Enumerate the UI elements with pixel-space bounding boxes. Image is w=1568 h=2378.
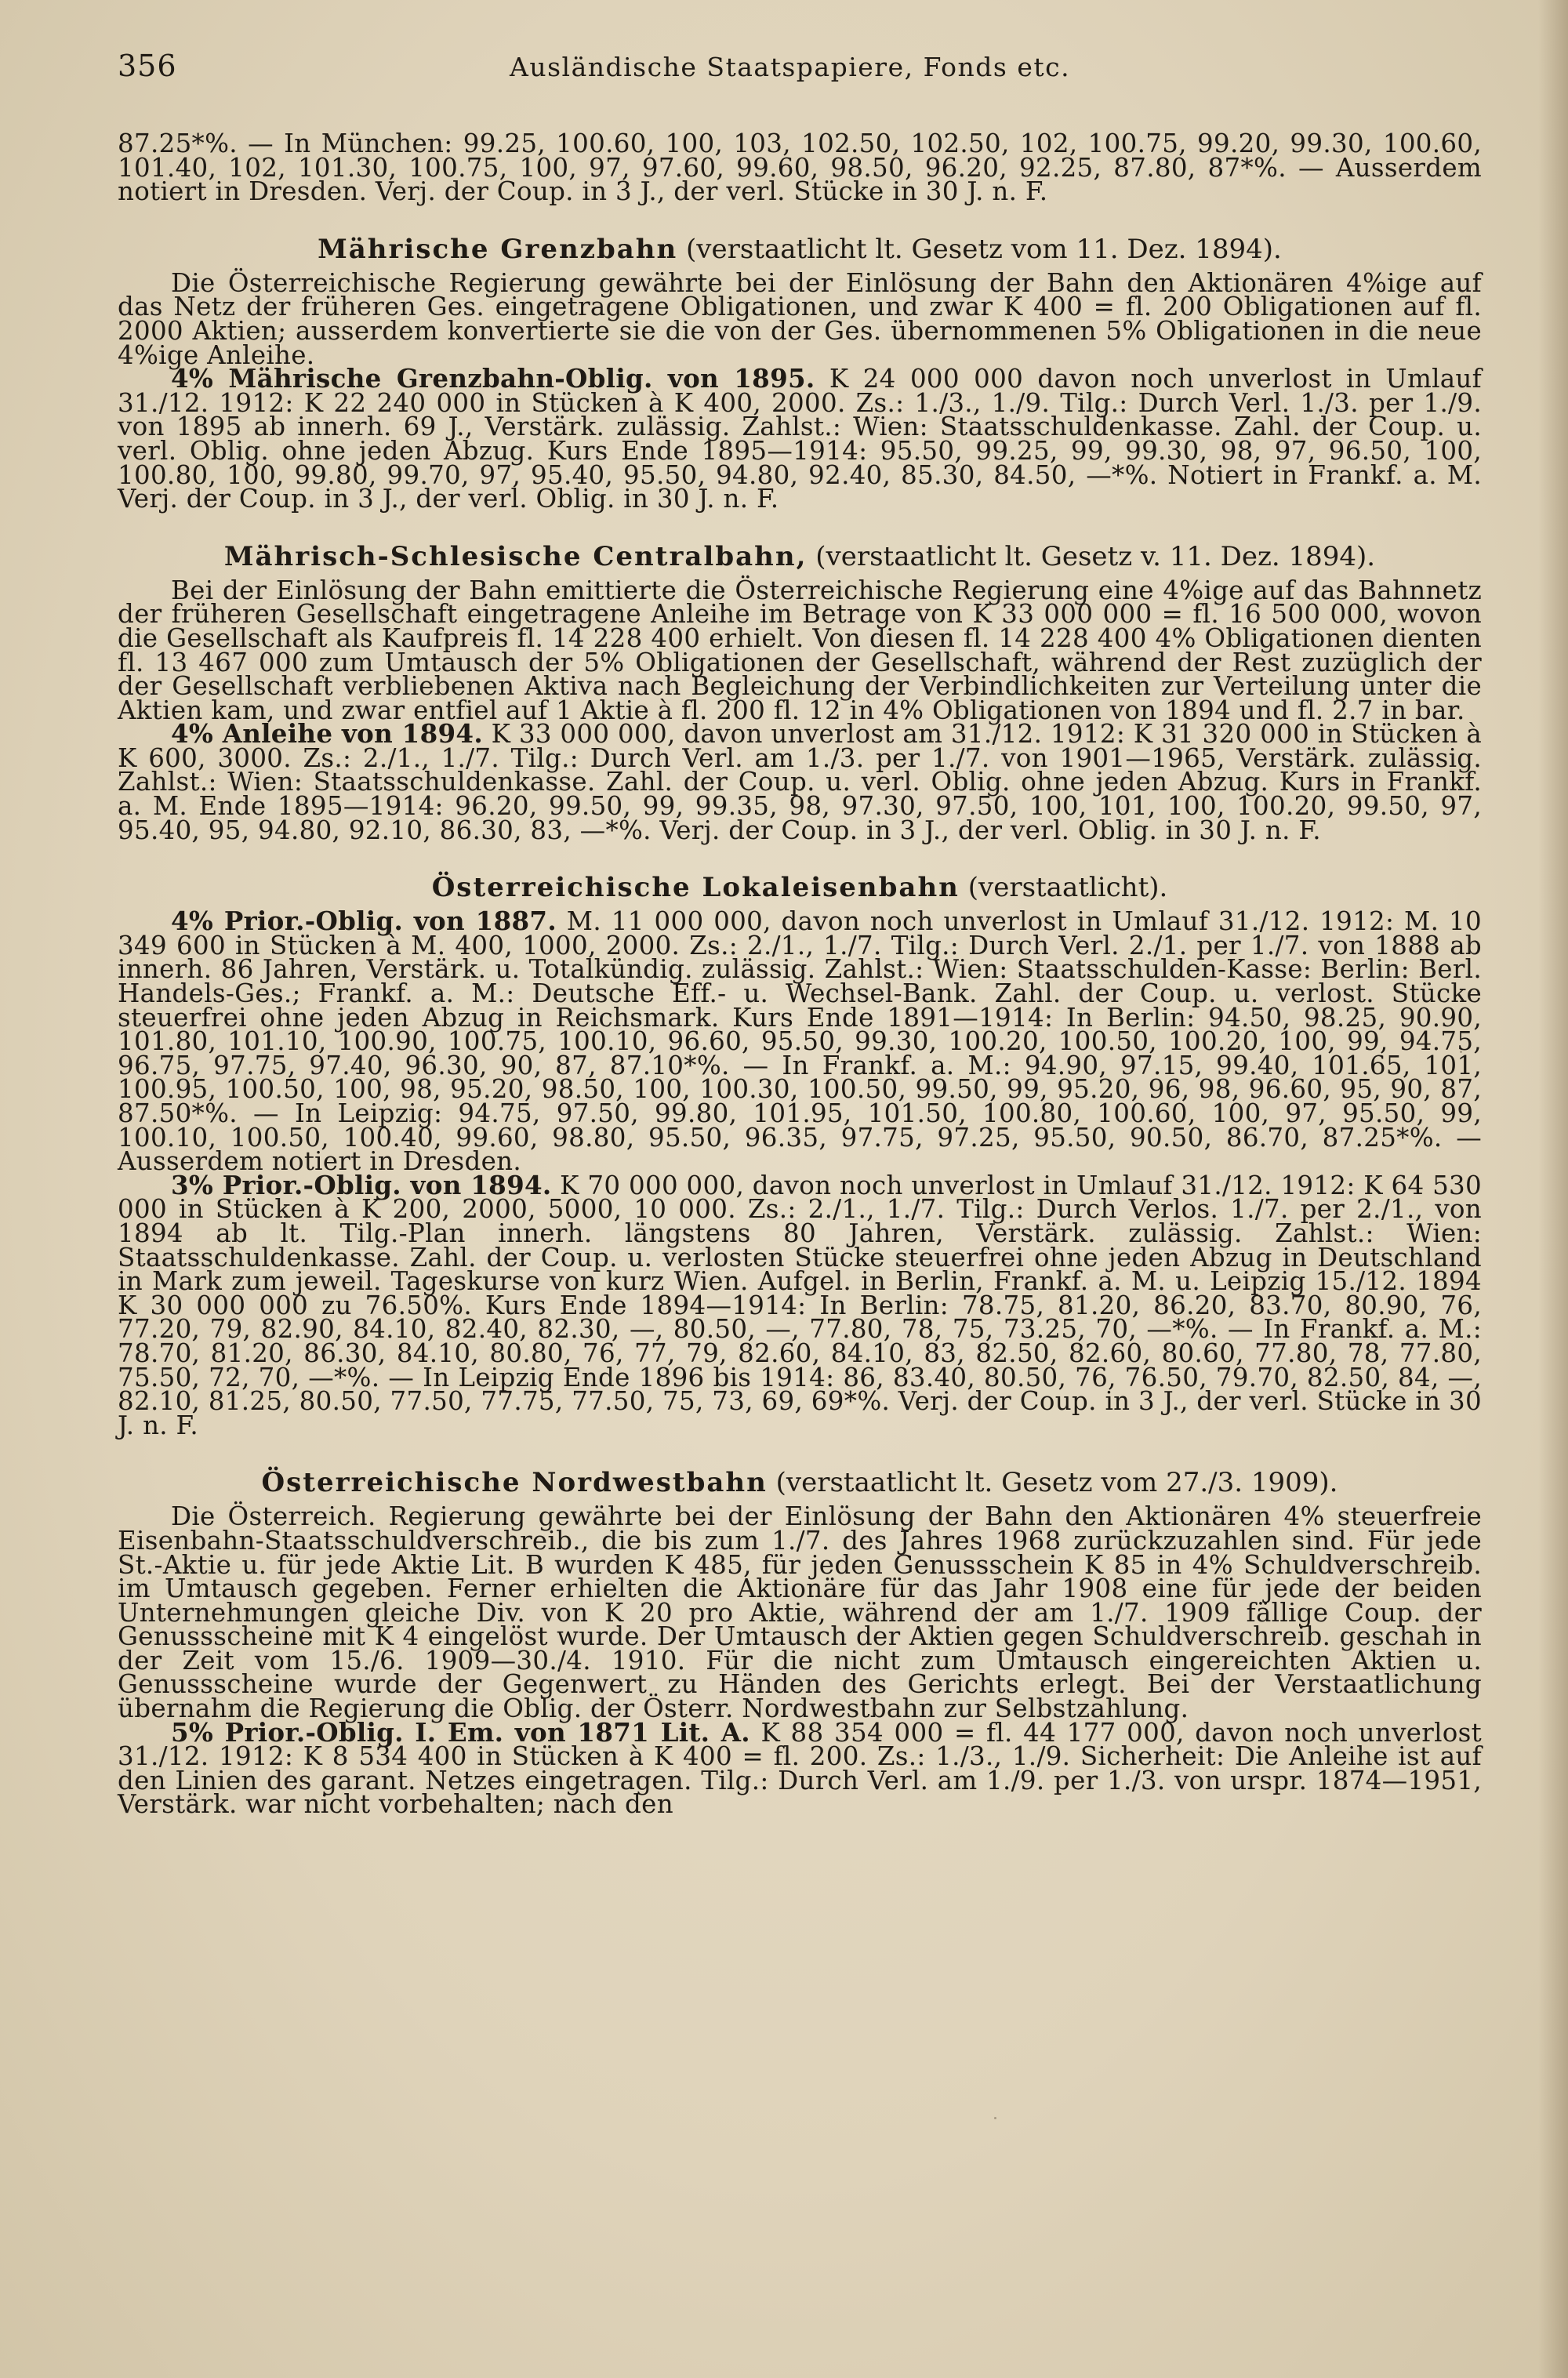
- section-paragraph: [118, 363, 1482, 514]
- section-heading: [118, 231, 1482, 268]
- paragraph-text: Bei der Einlösung der Bahn emittierte die Österreichische Regierung eine 4%ige auf das Bahnnetz der früheren Gesellschaft eingetragene Anleihe im Betrage von K 33 000 000 = fl. 16 500 000, wovon die Gesellschaft als Kaufpreis fl. 14 228 400 erhielt. Von diesen fl. 14 228 400 4% Obligationen dienten fl. 13 467 000 zum Umtausch der 5% Obligationen der Gesellschaft, während der Rest zuzüglich der der Gesellschaft verbliebenen Aktiva nach Begleichung der Verbindlichkeiten zur Verteilung unter die Aktien kam, und zwar entfiel auf 1 Aktie à fl. 200 fl. 12 in 4% Obligationen von 1894 und fl. 2.7 in bar.: [118, 575, 1482, 725]
- section-heading-name: Österreichische Lokaleisenbahn: [431, 872, 960, 904]
- continuation-paragraph: 87.25*%. — In München: 99.25, 100.60, 100, 103, 102.50, 102.50, 102, 100.75, 99.20, 99.30, 100.60, 101.40, 102, 101.30, 100.75, 100, 97, 97.60, 99.60, 98.50, 96.20, 92.25, 87.80, 87*%. — Ausserdem notiert in Dresden. Verj. der Coup. in 3 J., der verl. Stücke in 30 J. n. F.: [118, 129, 1482, 207]
- page-edge-shadow: [1538, 0, 1568, 2378]
- section-paragraph: [118, 267, 1482, 370]
- section-paragraph: [118, 575, 1482, 725]
- print-speck: [1460, 1051, 1462, 1053]
- section-heading-name: Mährisch-Schlesische Centralbahn,: [223, 540, 808, 572]
- paragraph-text: Die Österreichische Regierung gewährte bei der Einlösung der Bahn den Aktionären 4%ige auf das Netz der früheren Ges. eingetragene Obligationen, und zwar K 400 = fl. 200 Obligationen auf fl. 2000 Aktien; ausserdem konvertierte sie die von der Ges. übernommenen 5% Obligationen in die neue 4%ige Anleihe.: [118, 267, 1482, 370]
- running-title: Ausländische Staatspapiere, Fonds etc.: [510, 52, 1071, 82]
- bond-title: 4% Mährische Grenzbahn-Oblig. von 1895.: [171, 363, 815, 394]
- paragraph-text: K 33 000 000, davon unverlost am 31./12. 1912: K 31 320 000 in Stücken à K 600, 3000. Zs.: 2./1., 1./7. Tilg.: Durch Verl. am 1./3. per 1./7. von 1901—1965, Verstärk. zulässig. Zahlst.: Wien: Staatsschuldenkasse. Zahl. der Coup. u. verl. Oblig. ohne jeden Abzug. Kurs in Frankf. a. M. Ende 1895—1914: 96.20, 99.50, 99, 99.35, 98, 97.30, 97.50, 100, 101, 100, 100.20, 99.50, 97, 95.40, 95, 94.80, 92.10, 86.30, 83, —*%. Verj. der Coup. in 3 J., der verl. Oblig. in 30 J. n. F.: [118, 719, 1483, 845]
- paragraph-text: K 70 000 000, davon noch unverlost in Umlauf 31./12. 1912: K 64 530 000 in Stücken à K 200, 2000, 5000, 10 000. Zs.: 2./1., 1./7. Tilg.: Durch Verlos. 1./7. per 2./1., von 1894 ab lt. Tilg.-Plan innerh. längstens 80 Jahren, Verstärk. zulässig. Zahlst.: Wien: Staatsschuldenkasse. Zahl. der Coup. u. verlosten Stücke steuerfrei ohne jeden Abzug in Deutschland in Mark zum jeweil. Tageskurse von kurz Wien. Aufgel. in Berlin, Frankf. a. M. u. Leipzig 15./12. 1894 K 30 000 000 zu 76.50%. Kurs Ende 1894—1914: In Berlin: 78.75, 81.20, 86.20, 83.70, 80.90, 76, 77.20, 79, 82.90, 84.10, 82.40, 82.30, —, 80.50, —, 77.80, 78, 75, 73.25, 70, —*%. — In Frankf. a. M.: 78.70, 81.20, 86.30, 84.10, 80.80, 76, 77, 79, 82.60, 84.10, 83, 82.50, 82.60, 80.60, 77.80, 78, 77.80, 75.50, 72, 70, —*%. — In Leipzig Ende 1896 bis 1914: 86, 83.40, 80.50, 76, 76.50, 79.70, 82.50, 84, —, 82.10, 81.25, 80.50, 77.50, 77.75, 77.50, 75, 73, 69, 69*%. Verj. der Coup. in 3 J., der verl. Stücke in 30 J. n. F.: [118, 1170, 1482, 1440]
- section-heading-note: (verstaatlicht).: [967, 872, 1168, 904]
- page-number: 356: [118, 49, 177, 83]
- paragraph-text: M. 11 000 000, davon noch unverlost in Umlauf 31./12. 1912: M. 10 349 600 in Stücken à M. 400, 1000, 2000. Zs.: 2./1., 1./7. Tilg.: Durch Verl. 2./1. per 1./7. von 1888 ab innerh. 86 Jahren, Verstärk. u. Totalkündig. zulässig. Zahlst.: Wien: Staatsschulden-Kasse: Berlin: Berl. Handels-Ges.; Frankf. a. M.: Deutsche Eff.- u. Wechsel-Bank. Zahl. der Coup. u. verlost. Stücke steuerfrei ohne jeden Abzug in Reichsmark. Kurs Ende 1891—1914: In Berlin: 94.50, 98.25, 90.90, 101.80, 101.10, 100.90, 100.75, 100.10, 96.60, 95.50, 99.30, 100.20, 100.50, 100.20, 100, 99, 94.75, 96.75, 97.75, 97.40, 96.30, 90, 87, 87.10*%. — In Frankf. a. M.: 94.90, 97.15, 99.40, 101.65, 101, 100.95, 100.50, 100, 98, 95.20, 98.50, 100, 100.30, 100.50, 99.50, 99, 95.20, 96, 98, 96.60, 95, 90, 87, 87.50*%. — In Leipzig: 94.75, 97.50, 99.80, 101.95, 101.50, 100.80, 100.60, 100, 97, 95.50, 99, 100.10, 100.50, 100.40, 99.60, 98.80, 95.50, 96.35, 97.75, 97.25, 95.50, 90.50, 86.70, 87.25*%. — Ausserdem notiert in Dresden.: [118, 906, 1483, 1177]
- section-paragraph: [118, 718, 1483, 845]
- page-header: [118, 49, 1482, 88]
- section-heading-name: Österreichische Nordwestbahn: [261, 1467, 768, 1499]
- section-paragraph: [118, 906, 1483, 1177]
- paragraph-text: K 24 000 000 davon noch unverlost in Umlauf 31./12. 1912: K 22 240 000 in Stücken à K 400, 2000. Zs.: 1./3., 1./9. Tilg.: Durch Verl. 1./3. per 1./9. von 1895 ab innerh. 69 J., Verstärk. zulässig. Zahlst.: Wien: Staatsschuldenkasse. Zahl. der Coup. u. verl. Oblig. ohne jeden Abzug. Kurs Ende 1895—1914: 95.50, 99.25, 99, 99.30, 98, 97, 96.50, 100, 100.80, 100, 99.80, 99.70, 97, 95.40, 95.50, 94.80, 92.40, 85.30, 84.50, —*%. Notiert in Frankf. a. M. Verj. der Coup. in 3 J., der verl. Oblig. in 30 J. n. F.: [118, 364, 1482, 514]
- section-paragraph: [118, 1716, 1483, 1820]
- section-heading-name: Mährische Grenzbahn: [318, 233, 678, 265]
- bond-title: 3% Prior.-Oblig. von 1894.: [171, 1169, 552, 1200]
- bond-title: 4% Anleihe von 1894.: [171, 718, 483, 750]
- bond-title: 4% Prior.-Oblig. von 1887.: [171, 906, 557, 937]
- print-speck: [994, 2117, 996, 2119]
- page-content: [118, 129, 1483, 1820]
- section-paragraph: [118, 1169, 1482, 1440]
- section-heading: [118, 1464, 1482, 1501]
- section-heading-note: (verstaatlicht lt. Gesetz v. 11. Dez. 1894).: [815, 540, 1376, 572]
- paragraph-text: Die Österreich. Regierung gewährte bei der Einlösung der Bahn den Aktionären 4% steuerfreie Eisenbahn-Staatsschuldverschreib., die bis zum 1./7. des Jahres 1968 zurückzuzahlen sind. Für jede St.-Aktie u. für jede Aktie Lit. B wurden K 485, für jeden Genussschein K 85 in 4% Schuldverschreib. im Umtausch gegeben. Ferner erhielten die Aktionäre für das Jahr 1908 eine für jede der beiden Unternehmungen gleiche Div. von K 20 pro Aktie, während der am 1./7. 1909 fällige Coup. der Genussscheine mit K 4 eingelöst wurde. Der Umtausch der Aktien gegen Schuldverschreib. geschah in der Zeit vom 15./6. 1909—30./4. 1910. Für die nicht zum Umtausch eingereichten Aktien u. Genussscheine wurde der Gegenwert zu Händen des Gerichts erlegt. Bei der Verstaatlichung übernahm die Regierung die Oblig. der Österr. Nordwestbahn zur Selbstzahlung.: [118, 1501, 1482, 1724]
- section-heading-note: (verstaatlicht lt. Gesetz vom 27./3. 1909).: [775, 1467, 1338, 1499]
- section-paragraph: [118, 1501, 1482, 1724]
- section-heading: [118, 538, 1482, 575]
- bond-title: 5% Prior.-Oblig. I. Em. von 1871 Lit. A.: [171, 1716, 750, 1748]
- paragraph-text: K 88 354 000 = fl. 44 177 000, davon noch unverlost 31./12. 1912: K 8 534 400 in Stücken à K 400 = fl. 200. Zs.: 1./3., 1./9. Sicherheit: Die Anleihe ist auf den Linien des garant. Netzes eingetragen. Tilg.: Durch Verl. am 1./9. per 1./3. von urspr. 1874—1951, Verstärk. war nicht vorbehalten; nach den: [118, 1717, 1483, 1820]
- section-heading: [118, 869, 1482, 906]
- section-heading-note: (verstaatlicht lt. Gesetz vom 11. Dez. 1894).: [686, 233, 1282, 265]
